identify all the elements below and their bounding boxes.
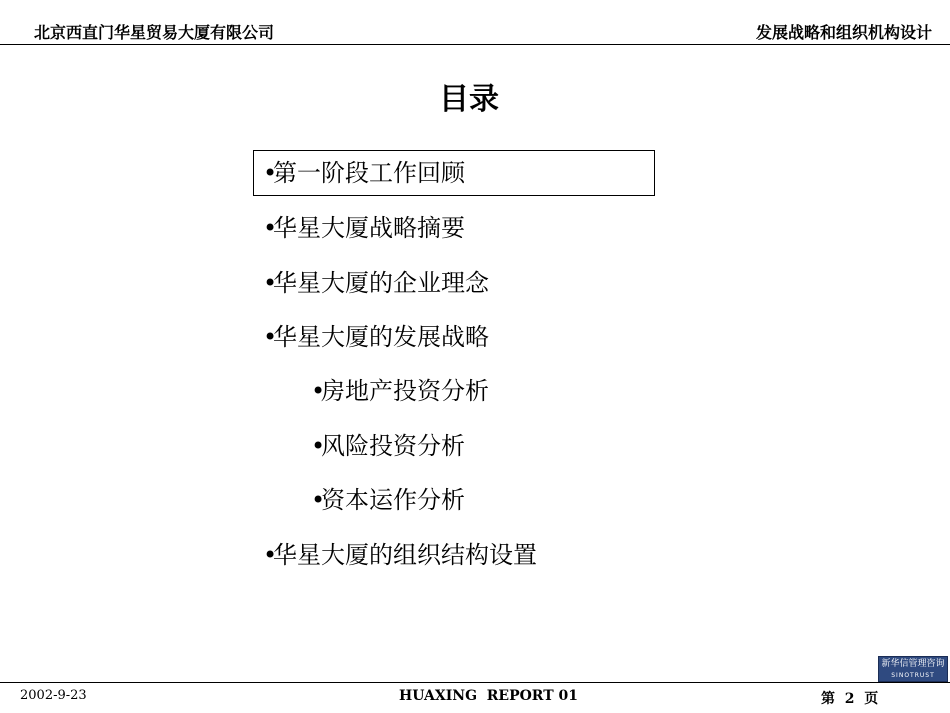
toc-item-label: 资本运作分析 (321, 486, 465, 514)
bullet: • (263, 269, 278, 297)
toc-item-development-strategy[interactable] (263, 322, 489, 352)
footer-date: 2002-9-23 (20, 688, 87, 703)
section-title: 发展战略和组织机构设计 (755, 23, 932, 42)
toc-subitem-capital-operation-analysis[interactable] (311, 485, 465, 515)
logo-text-cn: 新华信管理咨询 (881, 659, 945, 669)
toc-item-label: 华星大厦的组织结构设置 (273, 541, 537, 569)
company-name: 北京西直门华星贸易大厦有限公司 (34, 23, 275, 42)
toc-subitem-venture-analysis[interactable] (311, 431, 465, 461)
toc-subitem-real-estate-analysis[interactable] (311, 376, 489, 406)
footer-divider (0, 682, 950, 683)
toc-item-work-review[interactable] (263, 158, 465, 188)
bullet: • (263, 323, 278, 351)
toc-item-org-structure[interactable] (263, 540, 537, 570)
toc-item-corporate-philosophy[interactable] (263, 268, 489, 298)
bullet: • (263, 541, 278, 569)
toc-item-label: 风险投资分析 (321, 432, 465, 460)
footer-report-name: HUAXING REPORT 01 (399, 688, 578, 704)
bullet: • (311, 377, 326, 405)
bullet: • (263, 214, 278, 242)
bullet: • (311, 432, 326, 460)
toc-item-label: 华星大厦的发展战略 (273, 323, 489, 351)
page-number: 第 2 页 (821, 691, 879, 707)
toc-item-label: 第一阶段工作回顾 (273, 159, 465, 187)
toc-item-label: 华星大厦的企业理念 (273, 269, 489, 297)
toc-item-strategy-summary[interactable] (263, 213, 465, 243)
sinotrust-logo (878, 656, 948, 682)
page-title: 目录 (439, 82, 499, 117)
toc-item-label: 房地产投资分析 (321, 377, 489, 405)
header-divider (0, 44, 950, 45)
bullet: • (311, 486, 326, 514)
logo-text-en: SINOTRUST (891, 672, 935, 679)
bullet: • (263, 159, 278, 187)
toc-item-label: 华星大厦战略摘要 (273, 214, 465, 242)
